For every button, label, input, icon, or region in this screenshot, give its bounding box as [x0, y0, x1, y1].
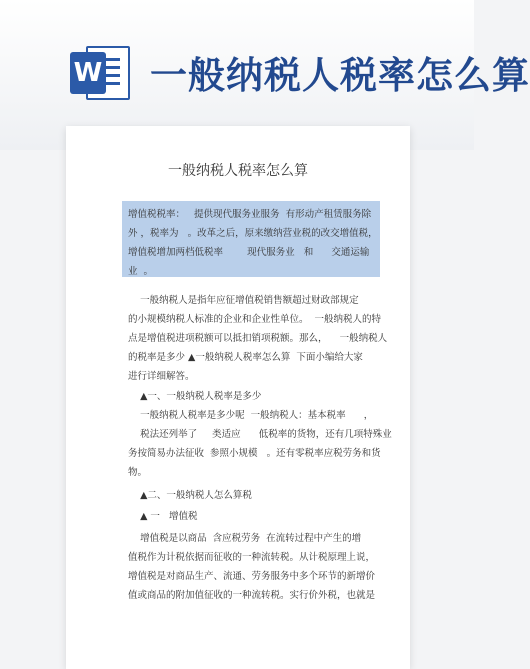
body-line: 务按简易办法征收 参照小规模 。还有零税率应税劳务和货	[128, 448, 381, 459]
word-icon	[70, 42, 132, 104]
body-line: 税法还列举了 类适应 低税率的货物，还有几项特殊业	[128, 429, 392, 440]
body-line: 的税率是多少 ▲一般纳税人税率怎么算 下面小编给大家	[128, 352, 363, 363]
body-line: 点是增值税进项税额可以抵扣销项税额。那么， 一般纳税人	[128, 333, 388, 344]
section-heading: ▲一、一般纳税人税率是多少	[128, 391, 262, 402]
highlight-line: 外 ，税率为 。改革之后，原来缴纳营业税的改交增值税，	[128, 228, 378, 239]
body-line: 一般纳税人税率是多少呢 一般纳税人：基本税率 ，	[128, 410, 374, 421]
highlight-line: 增值税增加两档低税率 现代服务业 和 交通运输	[128, 247, 370, 258]
body-line: 增值税是以商品 含应税劳务 在流转过程中产生的增	[128, 533, 362, 544]
body-line: 值或商品的附加值征收的一种流转税。实行价外税，也就是	[128, 590, 376, 601]
highlight-line: 业 。	[128, 266, 154, 277]
section-heading: ▲二、一般纳税人怎么算税	[128, 490, 252, 501]
banner-title: 一般纳税人税率怎么算	[150, 54, 530, 97]
body-line: 进行详细解答。	[128, 371, 195, 382]
word-icon-letter: W	[70, 52, 106, 94]
body-line: 物。	[128, 467, 148, 478]
body-line: 值税作为计税依据而征收的一种流转税。从计税原理上说，	[128, 552, 376, 563]
highlight-line: 增值税税率： 提供现代服务业服务 有形动产租赁服务除	[128, 209, 372, 220]
body-line: 一般纳税人是指年应征增值税销售额超过财政部规定	[128, 295, 359, 306]
document-title: 一般纳税人税率怎么算	[168, 163, 308, 179]
body-line: 的小规模纳税人标准的企业和企业性单位。 一般纳税人的特	[128, 314, 382, 325]
subsection-heading: ▲ 一 增值税	[128, 511, 198, 522]
document-page	[66, 126, 410, 669]
body-line: 增值税是对商品生产、流通、劳务服务中多个环节的新增价	[128, 571, 376, 582]
